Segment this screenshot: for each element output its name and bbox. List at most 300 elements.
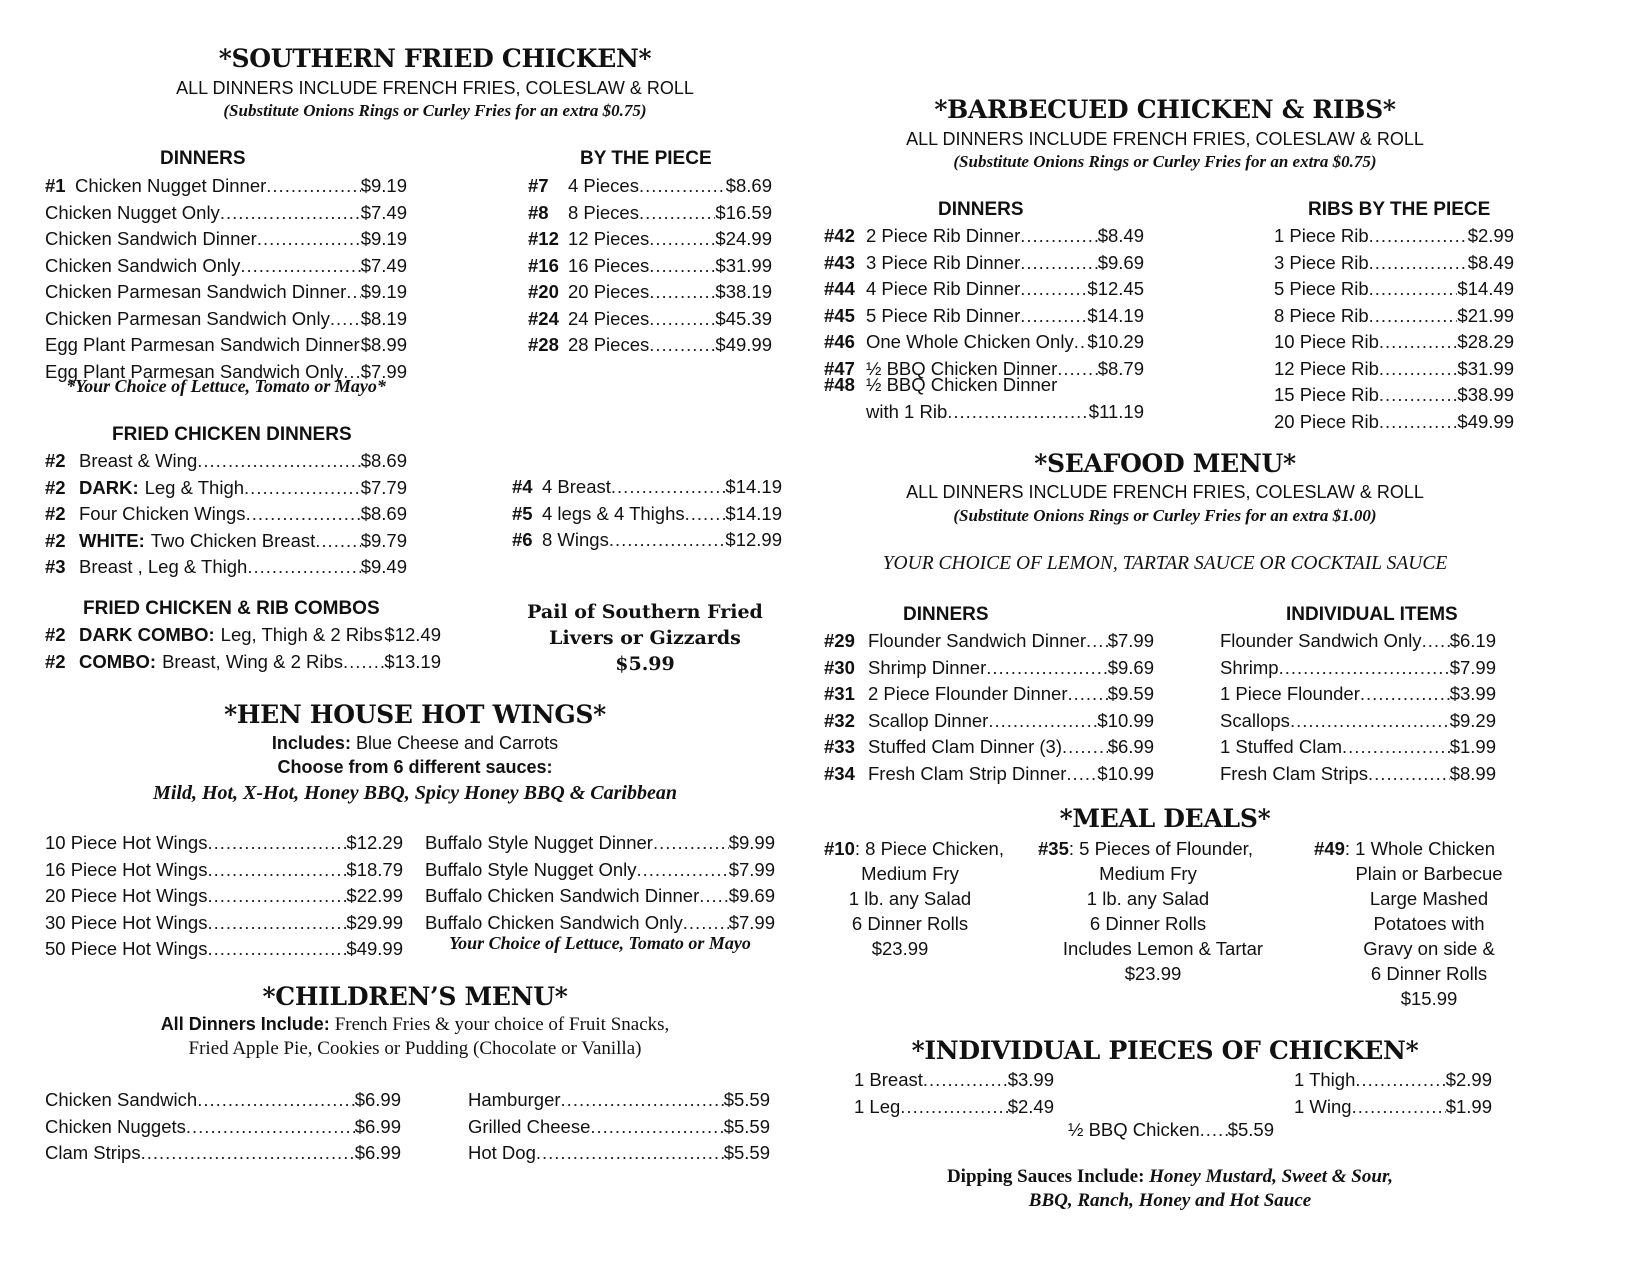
leader-dots [1379,329,1458,356]
item-price: $28.29 [1457,331,1514,352]
item-name: 4 Piece Rib Dinner [866,278,1021,299]
item-number: #7 [528,175,549,196]
children-title: *CHILDREN’S MENU* [262,982,568,1011]
southern-dinners-note: *Your Choice of Lettuce, Tomato or Mayo* [66,376,386,396]
item-name: 5 Piece Rib [1274,278,1369,299]
item-name: Scallops [1220,709,1290,731]
menu-item [45,306,407,333]
southern-dinners-header: DINNERS [160,148,246,169]
item-number: #43 [824,251,855,273]
item-price: $7.79 [360,476,407,498]
item-price: $13.19 [384,650,441,672]
item-name: Chicken Sandwich Only [45,254,241,276]
meal-deal-35-line-3: 1 lb. any Salad [1086,888,1210,909]
item-price: $5.59 [723,1142,770,1163]
item-number: #30 [824,656,855,678]
children-includes [40,1014,790,1036]
item-name: Buffalo Chicken Sandwich Only [425,911,683,933]
item-name: Chicken Sandwich [45,1089,198,1110]
menu-item [45,936,403,963]
item-name: Chicken Nugget Only [45,201,220,223]
menu-item [45,448,407,475]
menu-item [512,474,782,501]
leader-dots [1379,409,1458,436]
item-number: #2 [45,650,66,672]
menu-item [1220,655,1496,682]
children-includes-line2: Fried Apple Pie, Cookies or Pudding (Chocolate or Vanilla) [188,1038,642,1059]
item-price: $1.99 [1449,736,1496,757]
menu-item [468,1087,770,1114]
menu-item [45,1140,401,1167]
item-name: Clam Strips [45,1142,141,1163]
wings-includes [40,733,790,754]
item-price: $8.19 [360,307,407,329]
item-number: #6 [512,529,533,550]
meal-deal-35-line-5: Includes Lemon & Tartar [1062,938,1264,959]
item-price: $8.99 [360,334,407,355]
item-name: ½ BBQ Chicken Dinner [866,357,1058,379]
item-name: One Whole Chicken Only [866,331,1074,352]
dipping-sauces [870,1166,1470,1188]
leader-dots [699,883,728,910]
menu-item [1220,761,1496,788]
item-price: $38.19 [715,281,772,302]
menu-item [45,857,403,884]
menu-item [854,1067,1054,1094]
menu-item [425,857,775,884]
menu-item [45,1087,401,1114]
item-name: Stuffed Clam Dinner (3) [868,736,1062,757]
leader-dots [1068,681,1108,708]
meal-deal-35 [1038,836,1288,986]
children-list-right [468,1087,770,1167]
item-name: Four Chicken Wings [79,503,246,524]
item-name: 1 Thigh [1294,1069,1356,1090]
leader-dots [197,1087,355,1114]
item-number: #31 [824,683,855,704]
meal-deal-49-line-5: Gravy on side & [1363,938,1495,959]
menu-item [1274,250,1514,277]
item-price: $6.99 [354,1142,401,1163]
item-number: #28 [528,334,559,355]
item-name: Buffalo Style Nugget Only [425,858,637,880]
leader-dots [1086,628,1108,655]
leader-dots [1020,276,1087,303]
leader-dots [988,708,1097,735]
southern-substitute-note: (Substitute Onions Rings or Curley Fries for an extra $0.75) [223,101,647,120]
item-price: $12.49 [384,624,441,645]
leader-dots [1066,761,1097,788]
menu-item [528,279,772,306]
leader-dots [266,173,360,200]
menu-item [1274,409,1514,436]
meal-deal-35-price: $23.99 [1124,963,1182,984]
combos-list [45,622,441,675]
item-name: Buffalo Style Nugget Dinner [425,832,653,853]
item-number: #3 [45,556,66,577]
menu-item [824,303,1144,330]
leader-dots [220,200,361,227]
item-name: Two Chicken Breast [150,529,316,551]
item-price: $8.69 [725,175,772,196]
combos-header: FRIED CHICKEN & RIB COMBOS [83,598,380,619]
item-price: $14.19 [725,502,782,524]
leader-dots [1020,303,1087,330]
leader-dots [1074,329,1088,356]
menu-item [1220,628,1496,655]
southern-subtitle: ALL DINNERS INCLUDE FRENCH FRIES, COLESLAW & ROLL [176,78,694,98]
leader-dots [1369,303,1458,330]
item-number: #32 [824,709,855,731]
leader-dots [1379,382,1458,409]
buffalo-list [425,830,775,936]
by-the-piece-list [528,173,772,359]
item-name: 3 Piece Rib Dinner [866,251,1021,273]
item-price: $9.69 [1097,251,1144,273]
leader-dots [1020,223,1097,250]
item-number: #24 [528,307,559,329]
hot-wings-list [45,830,403,963]
menu-item [45,1114,401,1141]
leader-dots [653,830,729,857]
item-name: Chicken Nugget Dinner [75,175,267,196]
leader-dots [590,1114,723,1141]
item-price: $8.79 [1097,357,1144,379]
wings-choose: Choose from 6 different sauces: [277,757,553,777]
item-price: $16.59 [715,201,772,223]
menu-item [824,628,1154,655]
leader-dots [1279,655,1450,682]
item-name: Leg, Thigh & 2 Ribs [220,624,383,645]
seafood-items-list [1220,628,1496,787]
item-price: $45.39 [715,307,772,329]
ribs-list [1274,223,1514,435]
item-name: 10 Piece Rib [1274,331,1379,352]
item-number: #46 [824,331,855,352]
pail-line-1: Pail of Southern Fried [527,601,763,623]
item-price: $14.19 [725,476,782,497]
leader-dots [900,1094,1007,1121]
item-price: $5.59 [723,1115,770,1137]
meal-deal-10-line-4: 6 Dinner Rolls [851,913,969,934]
item-price: $6.99 [1107,736,1154,757]
leader-dots [207,910,346,937]
item-price: $9.19 [360,281,407,302]
item-price: $2.99 [1467,225,1514,246]
meal-deal-49-line-3: Large Mashed [1369,888,1489,909]
leader-dots [1379,356,1458,383]
item-name: 20 Piece Rib [1274,410,1379,432]
item-number: #2 [45,624,66,645]
menu-item [1294,1094,1492,1121]
pail-offer [505,599,785,677]
item-price: $10.99 [1097,709,1154,731]
leader-dots [330,306,361,333]
menu-item [45,622,441,649]
item-price: $7.99 [1107,630,1154,651]
item-price: $7.49 [360,254,407,276]
item-number: #42 [824,225,855,246]
item-name: Chicken Parmesan Sandwich Dinner [45,281,347,302]
leader-dots [1352,1094,1446,1121]
item-name: 20 Pieces [568,281,650,302]
leader-dots [1355,1067,1445,1094]
menu-item [1220,708,1496,735]
meal-deal-49-line-6: 6 Dinner Rolls [1370,963,1488,984]
meal-deal-35-line-4: 6 Dinner Rolls [1089,913,1207,934]
leader-dots [1368,761,1450,788]
item-price: $3.99 [1007,1069,1054,1090]
leader-dots [1369,223,1468,250]
item-name: 3 Piece Rib [1274,251,1369,273]
menu-item [824,681,1154,708]
leader-dots [649,332,715,359]
item-price: $9.69 [1107,656,1154,678]
leader-dots [315,528,360,555]
item-name: Shrimp [1220,656,1279,678]
leader-dots [1342,734,1450,761]
leader-dots [207,830,346,857]
leader-dots [561,1087,724,1114]
item-name: Chicken Sandwich Dinner [45,228,257,249]
leader-dots [1369,276,1458,303]
item-label: DARK COMBO: [79,624,215,645]
item-name: 5 Piece Rib Dinner [866,304,1021,326]
item-name: 1 Piece Rib [1274,225,1369,246]
leader-dots [1422,628,1450,655]
wings-title: *HEN HOUSE HOT WINGS* [224,700,606,729]
meal-deals-title: *MEAL DEALS* [1059,804,1271,833]
item-number: #47 [824,357,855,379]
item-name: 2 Piece Rib Dinner [866,225,1021,246]
leader-dots [923,1067,1008,1094]
item-name: Flounder Sandwich Only [1220,630,1422,651]
leader-dots [1290,708,1450,735]
item-price: $6.19 [1449,630,1496,651]
item-price: $14.49 [1457,278,1514,299]
item-price: $22.99 [346,885,403,906]
meal-deal-10-line-3: 1 lb. any Salad [848,888,972,909]
item-price: $8.49 [1097,225,1144,246]
item-number: #2 [45,529,66,551]
item-number: #2 [45,476,66,498]
menu-item [824,329,1144,356]
bbq-dinner-48-line2: with 1 Rib ..... $11.19 [824,399,1144,426]
item-number: #29 [824,630,855,651]
item-name: 50 Piece Hot Wings [45,938,208,959]
menu-item [468,1140,770,1167]
leader-dots [240,253,360,280]
item-price: $2.99 [1445,1069,1492,1090]
dipping-text: Honey Mustard, Sweet & Sour, [1149,1166,1394,1187]
fried-chicken-bulk-list [512,474,782,554]
item-name: 1 Stuffed Clam [1220,736,1343,757]
meal-deal-49-price: $15.99 [1400,988,1458,1009]
bbq-subtitle: ALL DINNERS INCLUDE FRENCH FRIES, COLESLAW & ROLL [906,129,1424,149]
meal-deal-49-line-1: #49: 1 Whole Chicken [1314,838,1495,859]
item-name: 12 Piece Rib [1274,357,1379,379]
item-price: $14.19 [1087,304,1144,326]
item-name: Hot Dog [468,1142,536,1163]
leader-dots [207,857,346,884]
seafood-choice: YOUR CHOICE OF LEMON, TARTAR SAUCE OR COCKTAIL SAUCE [882,553,1448,574]
bbq-title: *BARBECUED CHICKEN & RIBS* [934,95,1396,124]
menu-item [468,1114,770,1141]
item-name: Grilled Cheese [468,1115,591,1137]
bbq-dinner-48 [824,372,1144,425]
item-name: 8 Wings [542,529,609,550]
menu-item [528,173,772,200]
item-number: #16 [528,254,559,276]
seafood-title: *SEAFOOD MENU* [1034,449,1296,478]
item-price: $5.59 [723,1089,770,1110]
pail-line-2: Livers or Gizzards [549,627,741,649]
item-name: Chicken Parmesan Sandwich Only [45,307,330,329]
meal-deal-35-line-2: Medium Fry [1099,863,1197,884]
seafood-substitute-note: (Substitute Onions Rings or Curley Fries for an extra $1.00) [953,506,1377,525]
item-price: $24.99 [715,228,772,249]
item-number: #8 [528,201,549,223]
fried-chicken-dinners-header: FRIED CHICKEN DINNERS [112,424,352,445]
leader-dots [649,253,715,280]
menu-item [1274,356,1514,383]
item-number: #2 [45,503,66,524]
item-name: 4 Breast [542,476,611,497]
item-number: #44 [824,278,855,299]
menu-item [1294,1067,1492,1094]
bbq-substitute-note: (Substitute Onions Rings or Curley Fries for an extra $0.75) [953,152,1377,171]
item-name: Fresh Clam Strips [1220,762,1369,784]
item-name: 4 legs & 4 Thighs [542,502,685,524]
item-price: $29.99 [346,911,403,933]
item-name: 12 Pieces [568,228,650,249]
menu-item [45,528,407,555]
ribs-header: RIBS BY THE PIECE [1308,199,1491,220]
leader-dots [141,1140,355,1167]
item-price: $49.99 [1457,410,1514,432]
fried-chicken-dinners-list [45,448,407,581]
item-label: WHITE: [79,529,145,551]
southern-title: *SOUTHERN FRIED CHICKEN* [218,44,652,73]
item-name: 1 Leg [854,1095,901,1117]
item-number: #2 [45,450,66,471]
children-includes-label: All Dinners Include: [160,1014,330,1034]
menu-item [528,200,772,227]
leader-dots [639,173,726,200]
item-name: 1 Piece Flounder [1220,683,1360,704]
menu-item [1274,382,1514,409]
buffalo-note: Your Choice of Lettuce, Tomato or Mayo [449,933,751,953]
item-price: $9.99 [728,832,775,853]
item-price: $9.59 [1107,683,1154,704]
menu-item [45,475,407,502]
item-name: 2 Piece Flounder Dinner [868,683,1068,704]
menu-item [45,332,407,359]
item-name: Egg Plant Parmesan Sandwich Only [45,360,344,382]
leader-dots [649,279,715,306]
item-number: #33 [824,736,855,757]
item-number: #5 [512,502,533,524]
item-name: 1 Breast [854,1069,923,1090]
item-name: 28 Pieces [568,334,650,355]
menu-item [512,501,782,528]
item-price: $8.49 [1467,251,1514,273]
wings-includes-label: Includes: [271,733,351,753]
item-label: DARK: [79,476,139,498]
menu-item [1274,276,1514,303]
item-name: Egg Plant Parmesan Sandwich Dinner [45,334,360,355]
item-name: Breast, Wing & 2 Ribs [162,650,344,672]
leader-dots [207,936,346,963]
menu-item [824,708,1154,735]
item-name: 8 Pieces [568,201,639,223]
leader-dots [197,448,360,475]
menu-item [45,253,407,280]
seafood-dinners-list [824,628,1154,787]
leader-dots [186,1114,355,1141]
item-price: $7.99 [1449,656,1496,678]
wings-includes-text: Blue Cheese and Carrots [355,733,559,753]
item-name: Shrimp Dinner [868,656,987,678]
item-price: $49.99 [715,334,772,355]
item-price: $21.99 [1457,304,1514,326]
seafood-dinners-header: DINNERS [903,604,989,625]
bbq-dinner-48-line1: #48 ½ BBQ Chicken Dinner [824,374,1058,395]
leader-dots [986,655,1107,682]
menu-item [45,200,407,227]
leader-dots [1369,250,1468,277]
children-includes-text: French Fries & your choice of Fruit Snacks, [334,1014,670,1035]
menu-item [1274,329,1514,356]
menu-item [425,830,775,857]
leader-dots [1020,250,1097,277]
item-number: #4 [512,476,533,497]
menu-item [854,1094,1054,1121]
item-price: $31.99 [1457,357,1514,379]
leader-dots [649,226,715,253]
item-price: $7.49 [360,201,407,223]
leader-dots [609,527,726,554]
meal-deal-35-line-1: #35: 5 Pieces of Flounder, [1038,838,1253,859]
dipping-line2: BBQ, Ranch, Honey and Hot Sauce [1028,1190,1312,1211]
menu-item [425,883,775,910]
item-price: $2.49 [1007,1095,1054,1117]
wings-sauces: Mild, Hot, X-Hot, Honey BBQ, Spicy Honey BBQ & Caribbean [153,782,677,804]
individual-list-right [1294,1067,1492,1120]
leader-dots [639,200,715,227]
item-price: $8.99 [1449,762,1496,784]
menu-item [824,250,1144,277]
menu-item [1220,681,1496,708]
menu-item [45,279,407,306]
menu-item [512,527,782,554]
item-name: Breast , Leg & Thigh [79,556,248,577]
item-name: Scallop Dinner [868,709,989,731]
menu-item [824,761,1154,788]
leader-dots [1360,681,1450,708]
item-name: Hamburger [468,1089,561,1110]
item-name: Breast & Wing [79,450,198,471]
item-name: 20 Piece Hot Wings [45,885,208,906]
item-price: $9.19 [360,228,407,249]
item-name: Buffalo Chicken Sandwich Dinner [425,885,700,906]
item-price: $7.99 [728,858,775,880]
item-number: #12 [528,228,559,249]
individual-list-left [854,1067,1054,1120]
item-price: $31.99 [715,254,772,276]
meal-deal-49 [1314,836,1514,1011]
item-name: 16 Piece Hot Wings [45,858,208,880]
